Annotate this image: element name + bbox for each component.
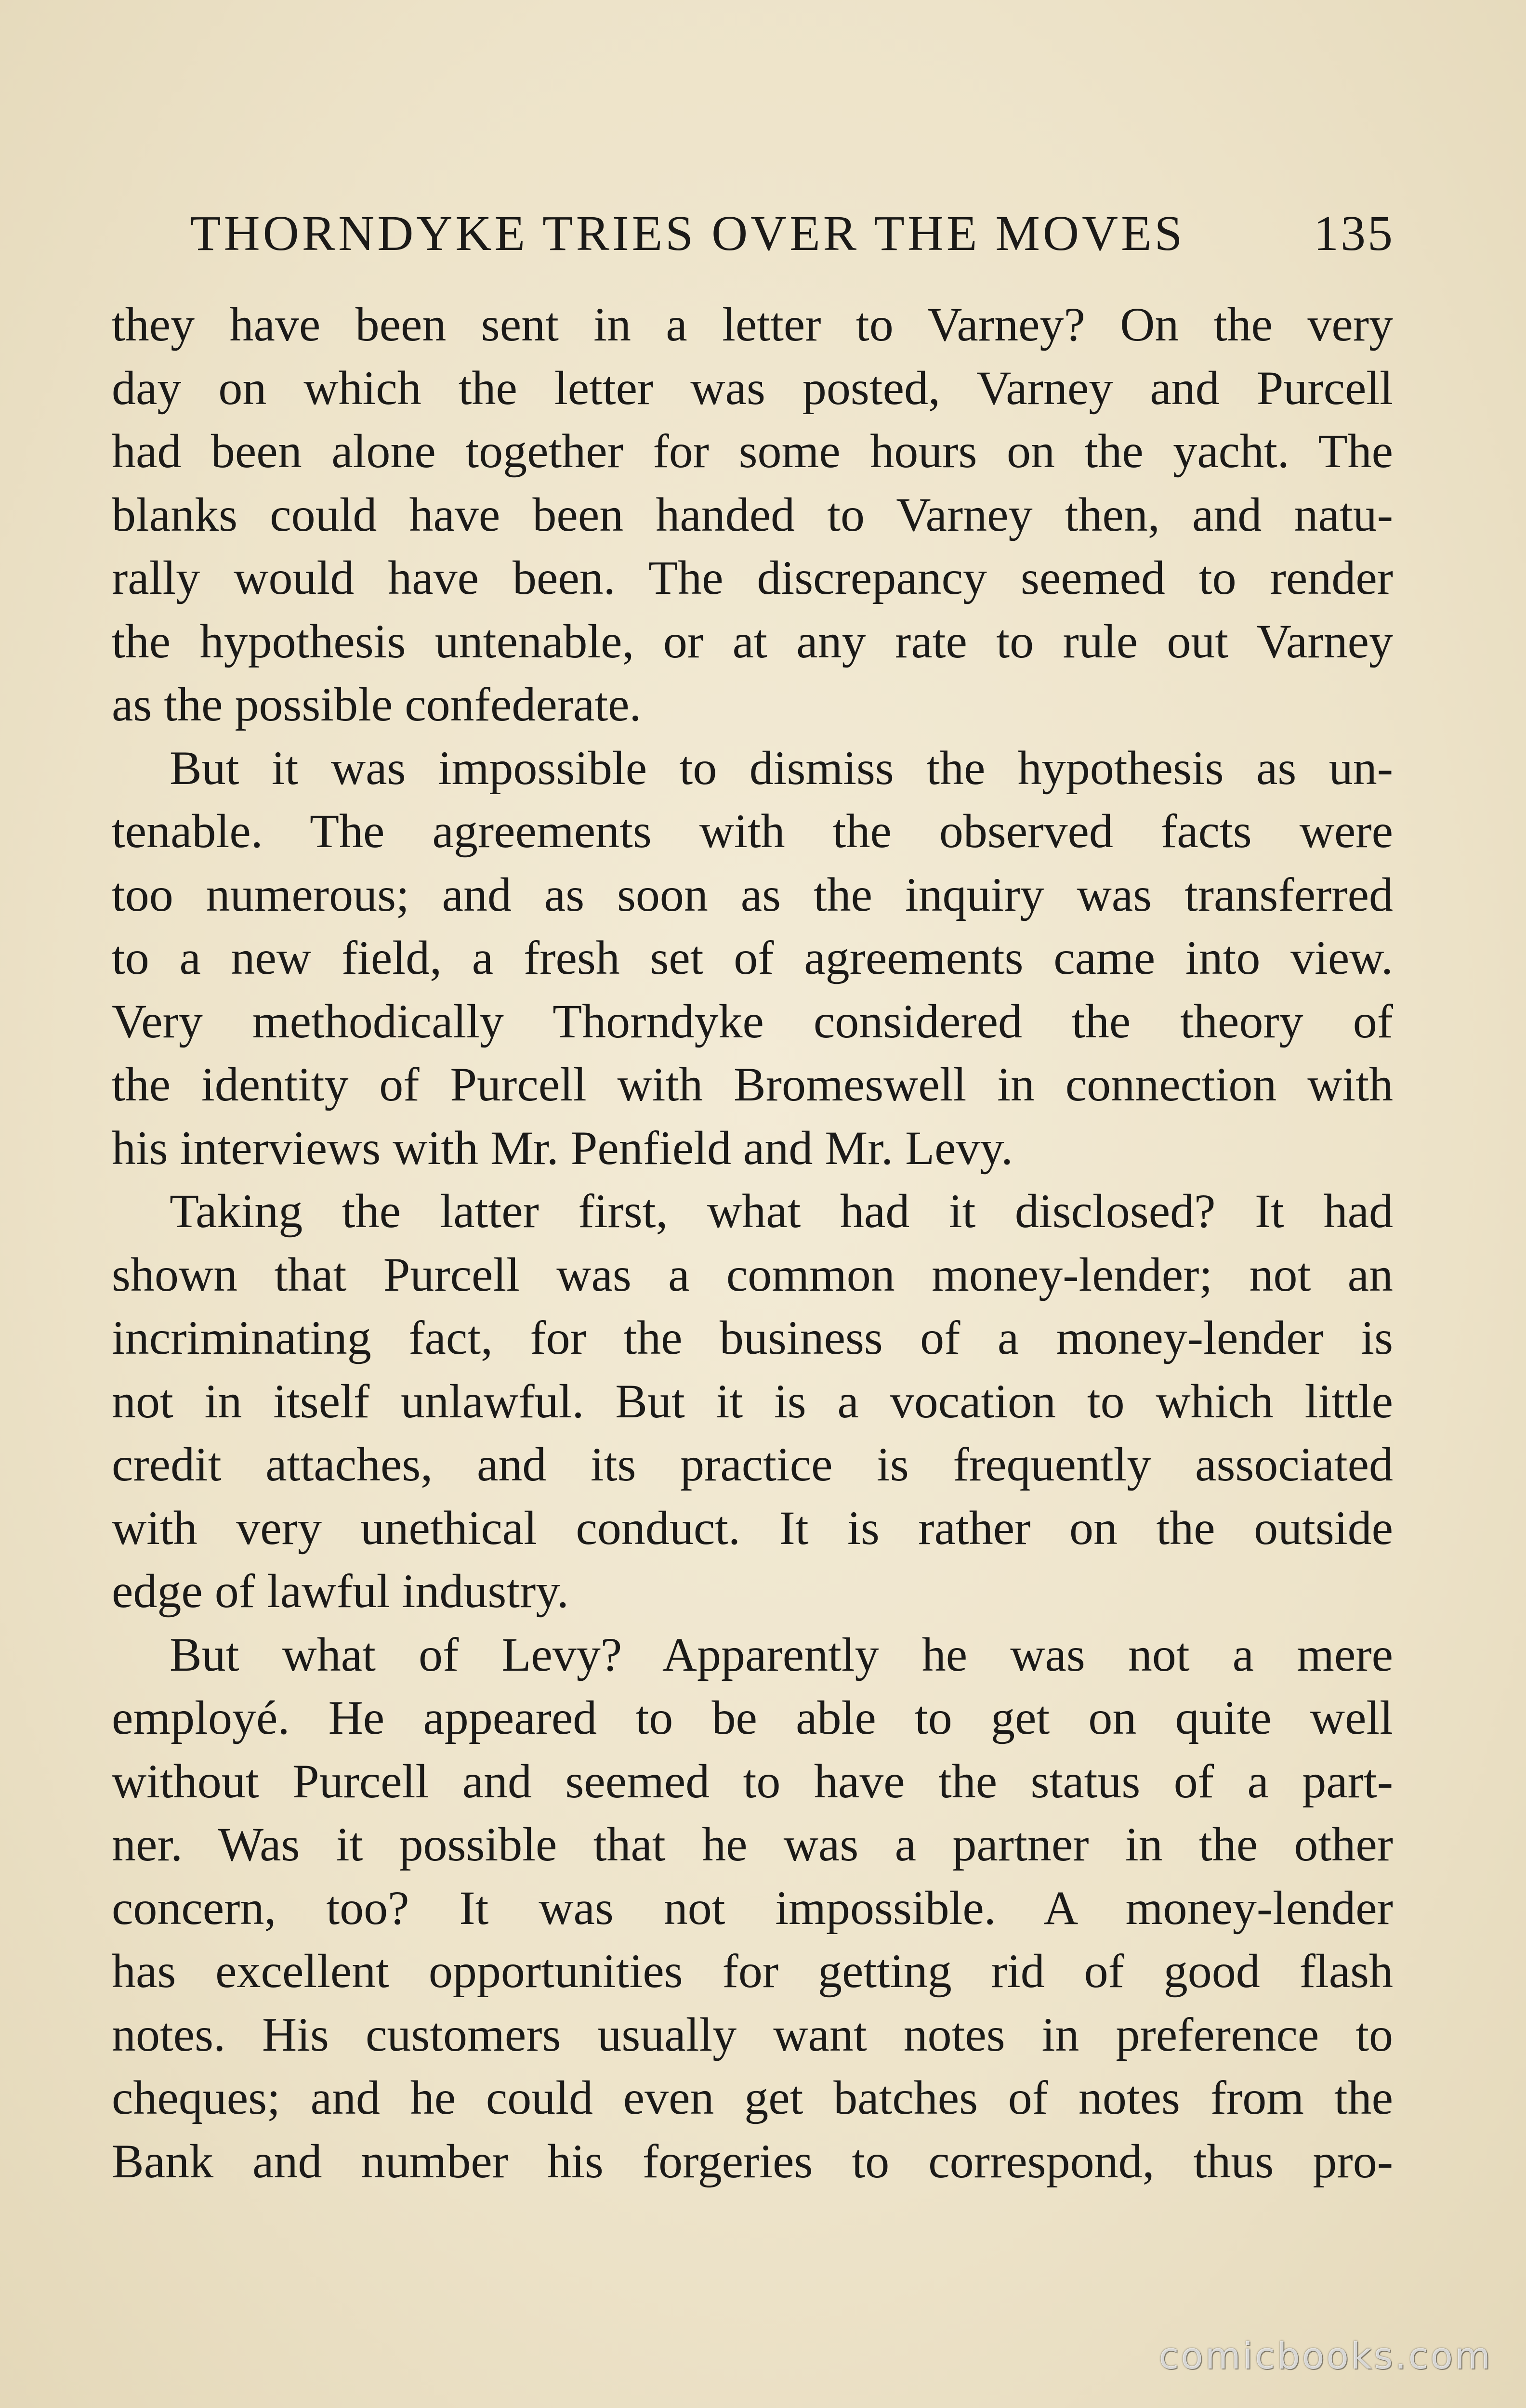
running-head — [190, 200, 1394, 267]
text-line: Very methodically Thorndyke considered the theory of — [112, 994, 1393, 1048]
text-line: his interviews with Mr. Penfield and Mr. Levy. — [112, 1121, 1013, 1175]
text-line: the identity of Purcell with Bromeswell in connection with — [112, 1058, 1393, 1111]
text-line: Bank and number his forgeries to correspond, thus pro- — [112, 2134, 1393, 2188]
text-line: cheques; and he could even get batches of notes from the — [112, 2071, 1393, 2124]
text-line: they have been sent in a letter to Varney? On the very — [112, 298, 1393, 351]
text-line: not in itself unlawful. But it is a vocation to which little — [112, 1374, 1393, 1428]
text-line: concern, too? It was not impossible. A money-lender — [112, 1881, 1393, 1935]
text-line: blanks could have been handed to Varney then, and natu- — [112, 487, 1393, 541]
text-line: too numerous; and as soon as the inquiry was transferred — [112, 867, 1393, 921]
text-line: without Purcell and seemed to have the status of a part- — [112, 1754, 1393, 1808]
text-line: But it was impossible to dismiss the hypothesis as un- — [170, 741, 1393, 795]
text-line: had been alone together for some hours on the yacht. The — [112, 424, 1393, 478]
text-line: as the possible confederate. — [112, 678, 642, 731]
watermark: comicbooks.com — [1158, 2334, 1492, 2377]
text-line: has excellent opportunities for getting rid of good flash — [112, 1944, 1393, 1998]
text-line: tenable. The agreements with the observed facts were — [112, 804, 1393, 858]
text-line: Taking the latter first, what had it disclosed? It had — [170, 1184, 1393, 1238]
text-line: to a new field, a fresh set of agreements came into view. — [112, 931, 1393, 984]
running-title: THORNDYKE TRIES OVER THE MOVES — [190, 206, 1185, 261]
text-line: the hypothesis untenable, or at any rate to rule out Varney — [112, 614, 1393, 668]
text-line: incriminating fact, for the business of a money-lender is — [112, 1311, 1393, 1364]
text-line: shown that Purcell was a common money-lender; not an — [112, 1247, 1393, 1301]
text-line: rally would have been. The discrepancy seemed to render — [112, 551, 1393, 604]
text-line: ner. Was it possible that he was a partner in the other — [112, 1818, 1393, 1871]
text-line: with very unethical conduct. It is rather on the outside — [112, 1501, 1393, 1555]
text-line: edge of lawful industry. — [112, 1564, 569, 1618]
text-line: notes. His customers usually want notes in preference to — [112, 2007, 1393, 2061]
text-line: employé. He appeared to be able to get on quite well — [112, 1691, 1393, 1744]
text-line: day on which the letter was posted, Varney and Purcell — [112, 361, 1393, 415]
body-text — [112, 293, 1393, 2193]
text-line: But what of Levy? Apparently he was not a mere — [170, 1627, 1393, 1681]
text-line: credit attaches, and its practice is frequently associated — [112, 1438, 1393, 1491]
page-number: 135 — [1314, 206, 1394, 261]
